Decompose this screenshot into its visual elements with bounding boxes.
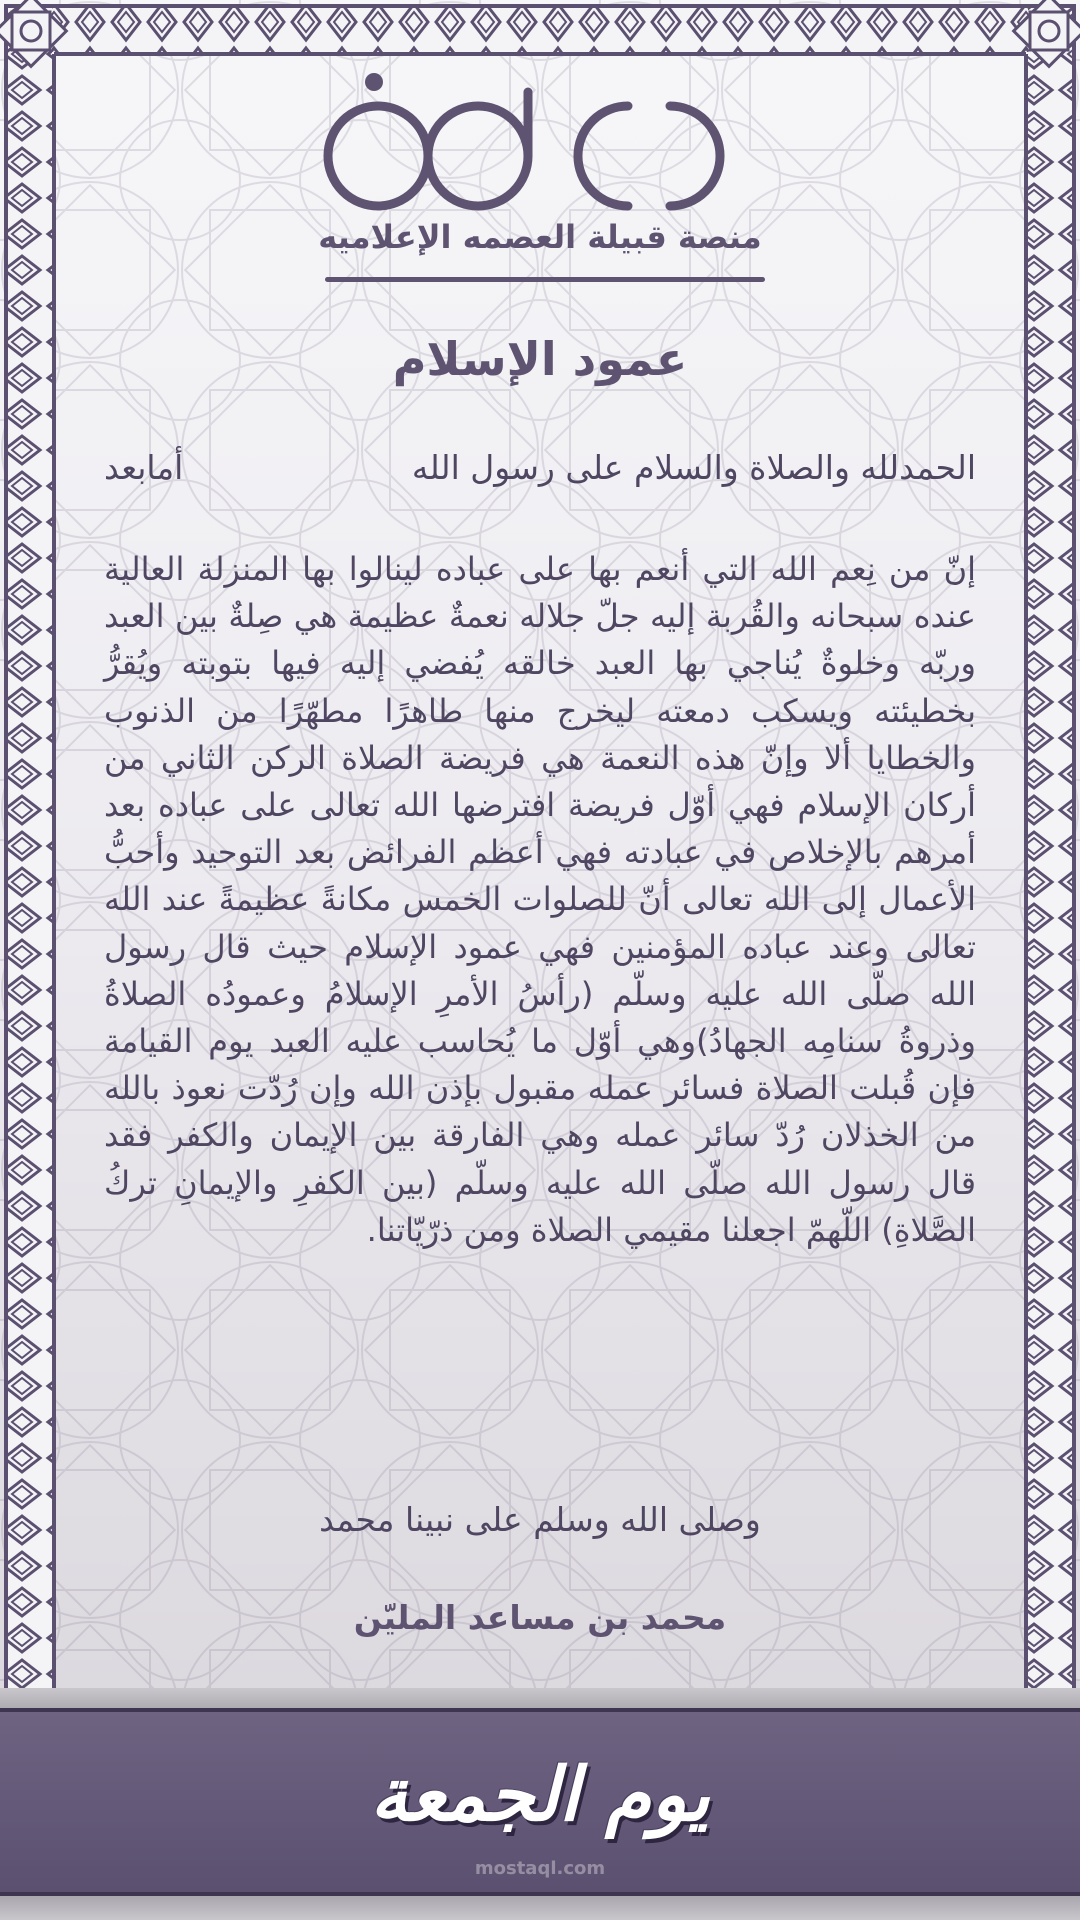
friday-calligraphy: يوم الجمعة (370, 1752, 710, 1838)
platform-logo-icon (320, 72, 760, 212)
closing-prayer: وصلى الله وسلم على نبينا محمد (319, 1500, 761, 1539)
page-title: عمود الإسلام (392, 332, 688, 386)
watermark: mostaql.com (474, 1858, 606, 1879)
footer-band-bottom (0, 1896, 1080, 1920)
author-signature: محمد بن مساعد المليّن (353, 1598, 727, 1637)
platform-name: منصة قبيلة العصمه الإعلاميه (318, 218, 762, 256)
logo-divider (325, 277, 765, 282)
greeting-amma-baad: أمابعد (104, 448, 184, 487)
greeting-text: الحمدلله والصلاة والسلام على رسول الله (411, 448, 976, 487)
article-body: إنّ من نِعم الله التي أنعم بها على عباده لينالوا بها المنزلة العالية عنده سبحانه والقُربة إليه جلّ جلاله نعمةٌ عظيمة هي صِلةٌ بين العبد وربّه وخلوةٌ يُناجي بها العبد خالقه يُفضي إليه فيها بتوبته ويُقرُّ بخطيئته ويسكب دمعته ليخرج منها طاهرًا مطهّرًا من الذنوب والخطايا ألا وإنّ هذه النعمة هي فريضة الصلاة الركن الثاني من أركان الإسلام فهي أوّل فريضة افترضها الله تعالى على عباده بعد أمرهم بالإخلاص في عبادته فهي أعظم الفرائض بعد التوحيد وأحبُّ الأعمال إلى الله تعالى أنّ للصلوات الخمس مكانةً عظيمةً عند الله تعالى وعند عباده المؤمنين فهي عمود الإسلام حيث قال رسول الله صلّى الله عليه وسلّم (رأسُ الأمرِ الإسلامُ وعمودُه الصلاةُ وذروةُ سنامِه الجهادُ)وهي أوّل ما يُحاسب عليه العبد يوم القيامة فإن قُبلت الصلاة فسائر عمله مقبول بإذن الله وإن رُدّت نعوذ بالله من الخذلان رُدّ سائر عمله وهي الفارقة بين الإيمان والكفر فقد قال رسول الله صلّى الله عليه وسلّم (بين الكفرِ والإيمانِ تركُ الصَّلاةِ) اللّهمّ اجعلنا مقيمي الصلاة ومن ذرّيّاتنا. (104, 550, 976, 1249)
